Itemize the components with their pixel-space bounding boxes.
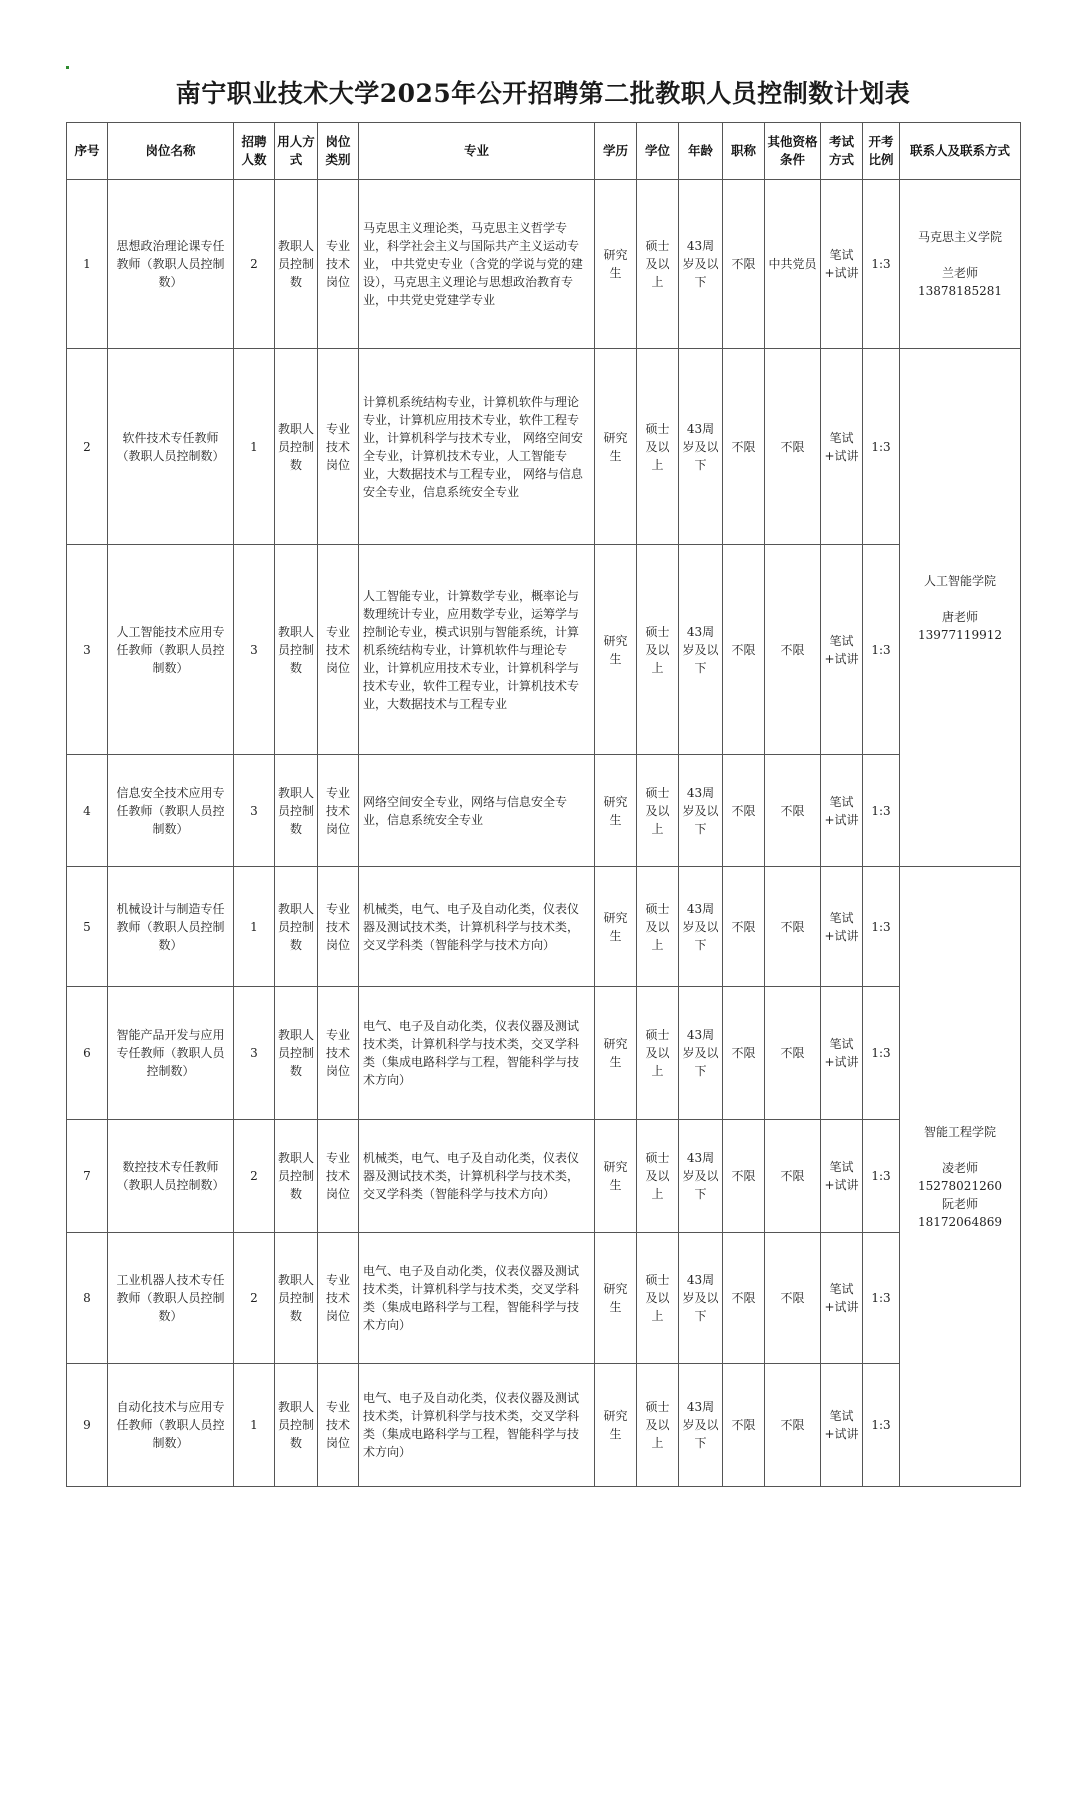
recruitment-table	[66, 122, 1021, 1487]
hire-count: 3	[234, 545, 275, 755]
major-requirement: 机械类，电气、电子及自动化类，仪表仪器及测试技术类，计算机科学与技术类，交叉学科类（智能科学与技术方向）	[359, 1120, 595, 1233]
row-number: 3	[67, 545, 108, 755]
exam-method: 笔试+试讲	[821, 180, 863, 349]
contact-phone: 13878185281	[918, 284, 1002, 298]
education: 研究生	[595, 1233, 637, 1364]
row-number: 9	[67, 1364, 108, 1487]
position-category: 专业技术岗位	[318, 867, 359, 987]
education: 研究生	[595, 1364, 637, 1487]
other-qualification: 不限	[765, 1233, 821, 1364]
employment-mode: 教职人员控制数	[275, 755, 318, 867]
degree: 硕士及以上	[637, 755, 679, 867]
exam-ratio: 1:3	[863, 755, 900, 867]
position-name: 机械设计与制造专任教师（教职人员控制数）	[108, 867, 234, 987]
hire-count: 2	[234, 1233, 275, 1364]
header-cell: 其他资格条件	[765, 123, 821, 180]
major-requirement: 机械类，电气、电子及自动化类，仪表仪器及测试技术类，计算机科学与技术类，交叉学科类（智能科学与技术方向）	[359, 867, 595, 987]
position-category: 专业技术岗位	[318, 987, 359, 1120]
major-requirement: 人工智能专业，计算数学专业，概率论与数理统计专业，应用数学专业，运筹学与控制论专业，模式识别与智能系统，计算机系统结构专业，计算机软件与理论专业，计算机应用技术专业，计算机科学与技术专业，软件工程专业，计算机技术专业，大数据技术与工程专业	[359, 545, 595, 755]
table-row	[67, 1233, 1021, 1364]
education: 研究生	[595, 349, 637, 545]
exam-method: 笔试+试讲	[821, 545, 863, 755]
age-limit: 43周岁及以下	[679, 545, 723, 755]
employment-mode: 教职人员控制数	[275, 180, 318, 349]
header-cell: 职称	[723, 123, 765, 180]
contact-phone: 15278021260	[918, 1178, 1002, 1193]
table-row	[67, 1120, 1021, 1233]
degree: 硕士及以上	[637, 545, 679, 755]
other-qualification: 不限	[765, 349, 821, 545]
age-limit: 43周岁及以下	[679, 1120, 723, 1233]
major-requirement: 电气、电子及自动化类，仪表仪器及测试技术类，计算机科学与技术类，交叉学科类（集成电路科学与工程，智能科学与技术方向）	[359, 987, 595, 1120]
professional-title: 不限	[723, 867, 765, 987]
header-cell: 年龄	[679, 123, 723, 180]
position-name: 软件技术专任教师（教职人员控制数）	[108, 349, 234, 545]
position-category: 专业技术岗位	[318, 755, 359, 867]
exam-ratio: 1:3	[863, 1364, 900, 1487]
position-name: 信息安全技术应用专任教师（教职人员控制数）	[108, 755, 234, 867]
header-cell: 联系人及联系方式	[900, 123, 1021, 180]
hire-count: 1	[234, 867, 275, 987]
education: 研究生	[595, 180, 637, 349]
header-row	[67, 123, 1021, 180]
professional-title: 不限	[723, 1233, 765, 1364]
exam-ratio: 1:3	[863, 545, 900, 755]
exam-method: 笔试+试讲	[821, 867, 863, 987]
major-requirement: 网络空间安全专业，网络与信息安全专业，信息系统安全专业	[359, 755, 595, 867]
employment-mode: 教职人员控制数	[275, 1364, 318, 1487]
education: 研究生	[595, 1120, 637, 1233]
other-qualification: 中共党员	[765, 180, 821, 349]
row-number: 2	[67, 349, 108, 545]
exam-method: 笔试+试讲	[821, 349, 863, 545]
contact-cell	[900, 180, 1021, 349]
degree: 硕士及以上	[637, 349, 679, 545]
age-limit: 43周岁及以下	[679, 1364, 723, 1487]
row-number: 6	[67, 987, 108, 1120]
header-cell: 序号	[67, 123, 108, 180]
hire-count: 1	[234, 1364, 275, 1487]
professional-title: 不限	[723, 987, 765, 1120]
exam-method: 笔试+试讲	[821, 987, 863, 1120]
age-limit: 43周岁及以下	[679, 755, 723, 867]
major-requirement: 电气、电子及自动化类，仪表仪器及测试技术类，计算机科学与技术类，交叉学科类（集成电路科学与工程，智能科学与技术方向）	[359, 1364, 595, 1487]
other-qualification: 不限	[765, 1364, 821, 1487]
header-cell: 学位	[637, 123, 679, 180]
position-category: 专业技术岗位	[318, 545, 359, 755]
row-number: 5	[67, 867, 108, 987]
education: 研究生	[595, 545, 637, 755]
position-category: 专业技术岗位	[318, 349, 359, 545]
hire-count: 3	[234, 755, 275, 867]
table-row	[67, 349, 1021, 545]
degree: 硕士及以上	[637, 180, 679, 349]
table-row	[67, 987, 1021, 1120]
page-title: 南宁职业技术大学2025年公开招聘第二批教职人员控制数计划表	[175, 79, 911, 108]
header-cell: 岗位名称	[108, 123, 234, 180]
position-name: 自动化技术与应用专任教师（教职人员控制数）	[108, 1364, 234, 1487]
age-limit: 43周岁及以下	[679, 987, 723, 1120]
exam-method: 笔试+试讲	[821, 1120, 863, 1233]
hire-count: 2	[234, 180, 275, 349]
table-row	[67, 755, 1021, 867]
employment-mode: 教职人员控制数	[275, 1233, 318, 1364]
table-row	[67, 545, 1021, 755]
professional-title: 不限	[723, 755, 765, 867]
education: 研究生	[595, 867, 637, 987]
table-row	[67, 180, 1021, 349]
exam-method: 笔试+试讲	[821, 1233, 863, 1364]
table-row	[67, 1364, 1021, 1487]
age-limit: 43周岁及以下	[679, 1233, 723, 1364]
major-requirement: 电气、电子及自动化类，仪表仪器及测试技术类，计算机科学与技术类，交叉学科类（集成电路科学与工程，智能科学与技术方向）	[359, 1233, 595, 1364]
contact-person: 凌老师	[941, 1160, 978, 1175]
header-cell: 开考比例	[863, 123, 900, 180]
position-name: 工业机器人技术专任教师（教职人员控制数）	[108, 1233, 234, 1364]
education: 研究生	[595, 987, 637, 1120]
degree: 硕士及以上	[637, 867, 679, 987]
other-qualification: 不限	[765, 545, 821, 755]
professional-title: 不限	[723, 180, 765, 349]
position-name: 数控技术专任教师（教职人员控制数）	[108, 1120, 234, 1233]
hire-count: 1	[234, 349, 275, 545]
contact-cell	[900, 867, 1021, 1487]
header-cell: 学历	[595, 123, 637, 180]
degree: 硕士及以上	[637, 1233, 679, 1364]
header-cell: 用人方式	[275, 123, 318, 180]
other-qualification: 不限	[765, 867, 821, 987]
contact-person: 阮老师	[941, 1196, 978, 1211]
exam-ratio: 1:3	[863, 1233, 900, 1364]
employment-mode: 教职人员控制数	[275, 349, 318, 545]
degree: 硕士及以上	[637, 1120, 679, 1233]
hire-count: 3	[234, 987, 275, 1120]
age-limit: 43周岁及以下	[679, 349, 723, 545]
major-requirement: 马克思主义理论类，马克思主义哲学专业，科学社会主义与国际共产主义运动专业， 中共党史专业（含党的学说与党的建设），马克思主义理论与思想政治教育专业，中共党史党建学专业	[359, 180, 595, 349]
age-limit: 43周岁及以下	[679, 180, 723, 349]
contact-department: 智能工程学院	[923, 1124, 996, 1139]
row-number: 4	[67, 755, 108, 867]
exam-method: 笔试+试讲	[821, 755, 863, 867]
other-qualification: 不限	[765, 987, 821, 1120]
exam-ratio: 1:3	[863, 180, 900, 349]
exam-ratio: 1:3	[863, 987, 900, 1120]
position-category: 专业技术岗位	[318, 1364, 359, 1487]
contact-person: 兰老师	[941, 266, 978, 280]
hire-count: 2	[234, 1120, 275, 1233]
major-requirement: 计算机系统结构专业，计算机软件与理论专业，计算机应用技术专业，软件工程专业，计算机科学与技术专业， 网络空间安全专业，计算机技术专业，人工智能专业，大数据技术与工程专业， 网络与信息安全专业，信息系统安全专业	[359, 349, 595, 545]
header-cell: 专业	[359, 123, 595, 180]
age-limit: 43周岁及以下	[679, 867, 723, 987]
professional-title: 不限	[723, 1364, 765, 1487]
employment-mode: 教职人员控制数	[275, 987, 318, 1120]
position-category: 专业技术岗位	[318, 1120, 359, 1233]
degree: 硕士及以上	[637, 1364, 679, 1487]
header-cell: 招聘人数	[234, 123, 275, 180]
position-category: 专业技术岗位	[318, 180, 359, 349]
position-name: 人工智能技术应用专任教师（教职人员控制数）	[108, 545, 234, 755]
employment-mode: 教职人员控制数	[275, 867, 318, 987]
contact-department: 马克思主义学院	[917, 230, 1002, 244]
exam-ratio: 1:3	[863, 867, 900, 987]
education: 研究生	[595, 755, 637, 867]
header-cell: 考试方式	[821, 123, 863, 180]
position-name: 智能产品开发与应用专任教师（教职人员控制数）	[108, 987, 234, 1120]
contact-cell	[900, 349, 1021, 867]
degree: 硕士及以上	[637, 987, 679, 1120]
professional-title: 不限	[723, 1120, 765, 1233]
employment-mode: 教职人员控制数	[275, 1120, 318, 1233]
contact-phone: 13977119912	[918, 627, 1002, 642]
exam-ratio: 1:3	[863, 349, 900, 545]
table-row	[67, 867, 1021, 987]
row-number: 8	[67, 1233, 108, 1364]
position-name: 思想政治理论课专任教师（教职人员控制数）	[108, 180, 234, 349]
header-cell: 岗位类别	[318, 123, 359, 180]
exam-ratio: 1:3	[863, 1120, 900, 1233]
other-qualification: 不限	[765, 755, 821, 867]
contact-person: 唐老师	[941, 609, 978, 624]
row-number: 7	[67, 1120, 108, 1233]
professional-title: 不限	[723, 349, 765, 545]
row-number: 1	[67, 180, 108, 349]
professional-title: 不限	[723, 545, 765, 755]
contact-department: 人工智能学院	[923, 573, 996, 588]
exam-method: 笔试+试讲	[821, 1364, 863, 1487]
employment-mode: 教职人员控制数	[275, 545, 318, 755]
contact-phone: 18172064869	[918, 1214, 1002, 1229]
other-qualification: 不限	[765, 1120, 821, 1233]
position-category: 专业技术岗位	[318, 1233, 359, 1364]
